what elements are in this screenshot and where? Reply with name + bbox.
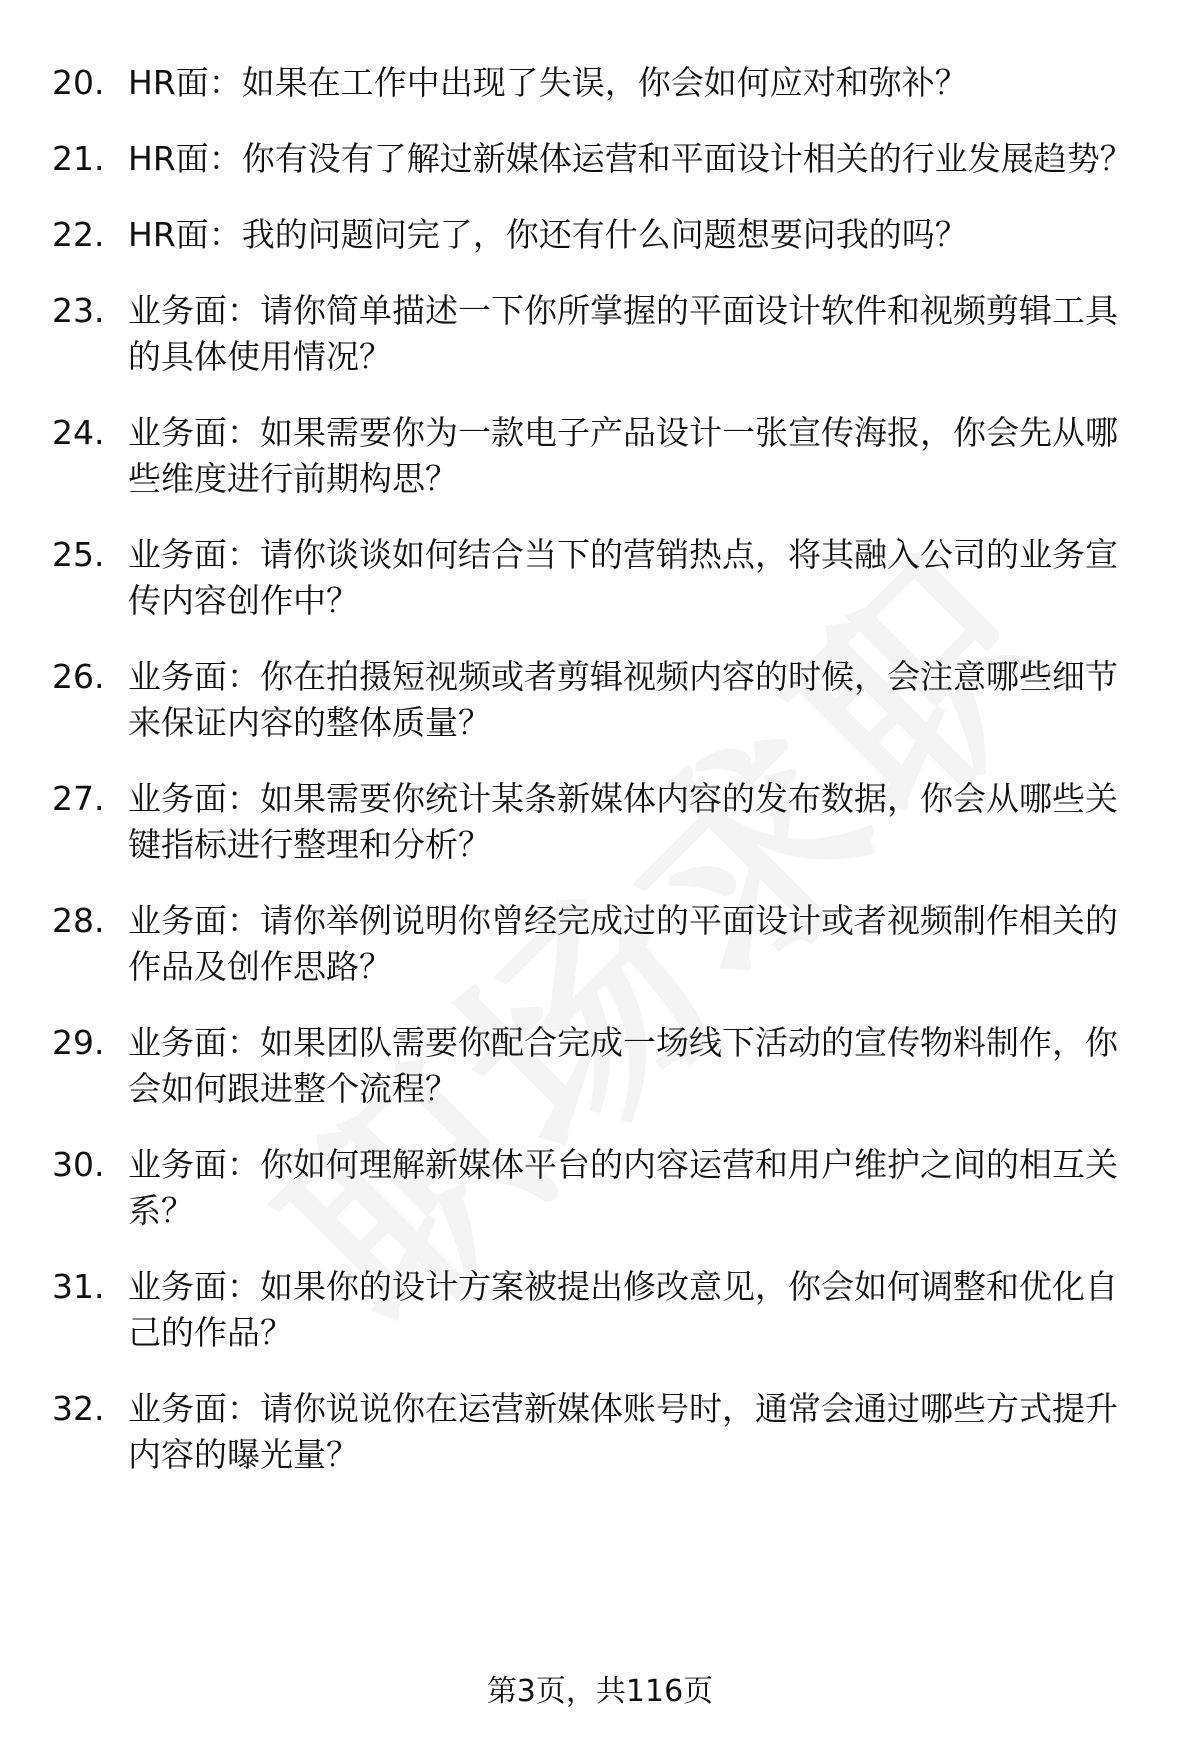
- question-text: 业务面：你如何理解新媒体平台的内容运营和用户维护之间的相互关系？: [128, 1145, 1118, 1230]
- question-number: 20.: [52, 63, 105, 102]
- question-item: [0, 898, 1200, 990]
- question-item: [0, 212, 1200, 258]
- question-number: 29.: [52, 1023, 105, 1062]
- question-text: 业务面：请你谈谈如何结合当下的营销热点，将其融入公司的业务宣传内容创作中？: [128, 535, 1118, 620]
- question-number: 25.: [52, 535, 105, 574]
- question-number: 30.: [52, 1145, 105, 1184]
- question-number: 32.: [52, 1389, 105, 1428]
- question-text: 业务面：你在拍摄短视频或者剪辑视频内容的时候，会注意哪些细节来保证内容的整体质量？: [128, 657, 1118, 742]
- question-list: [0, 60, 1200, 1508]
- question-item: [0, 410, 1200, 502]
- question-number: 28.: [52, 901, 105, 940]
- question-text: 业务面：如果团队需要你配合完成一场线下活动的宣传物料制作，你会如何跟进整个流程？: [128, 1023, 1118, 1108]
- question-item: [0, 1386, 1200, 1478]
- question-number: 21.: [52, 139, 105, 178]
- question-number: 26.: [52, 657, 105, 696]
- question-item: [0, 1142, 1200, 1234]
- question-number: 23.: [52, 291, 105, 330]
- question-number: 31.: [52, 1267, 105, 1306]
- question-item: [0, 654, 1200, 746]
- question-text: 业务面：如果需要你统计某条新媒体内容的发布数据，你会从哪些关键指标进行整理和分析？: [128, 779, 1118, 864]
- question-text: 业务面：如果你的设计方案被提出修改意见，你会如何调整和优化自己的作品？: [128, 1267, 1118, 1352]
- question-number: 22.: [52, 215, 105, 254]
- question-item: [0, 60, 1200, 106]
- question-text: HR面：如果在工作中出现了失误，你会如何应对和弥补？: [128, 63, 968, 102]
- question-item: [0, 288, 1200, 380]
- question-text: HR面：你有没有了解过新媒体运营和平面设计相关的行业发展趋势？: [128, 139, 1133, 178]
- question-item: [0, 136, 1200, 182]
- question-item: [0, 1264, 1200, 1356]
- question-text: 业务面：请你说说你在运营新媒体账号时，通常会通过哪些方式提升内容的曝光量？: [128, 1389, 1118, 1474]
- question-item: [0, 776, 1200, 868]
- question-number: 27.: [52, 779, 105, 818]
- page-footer: 第3页，共116页: [486, 1674, 714, 1709]
- question-text: 业务面：请你举例说明你曾经完成过的平面设计或者视频制作相关的作品及创作思路？: [128, 901, 1118, 986]
- question-text: HR面：我的问题问完了，你还有什么问题想要问我的吗？: [128, 215, 968, 254]
- question-number: 24.: [52, 413, 105, 452]
- question-item: [0, 1020, 1200, 1112]
- question-text: 业务面：如果需要你为一款电子产品设计一张宣传海报，你会先从哪些维度进行前期构思？: [128, 413, 1118, 498]
- question-text: 业务面：请你简单描述一下你所掌握的平面设计软件和视频剪辑工具的具体使用情况？: [128, 291, 1118, 376]
- question-item: [0, 532, 1200, 624]
